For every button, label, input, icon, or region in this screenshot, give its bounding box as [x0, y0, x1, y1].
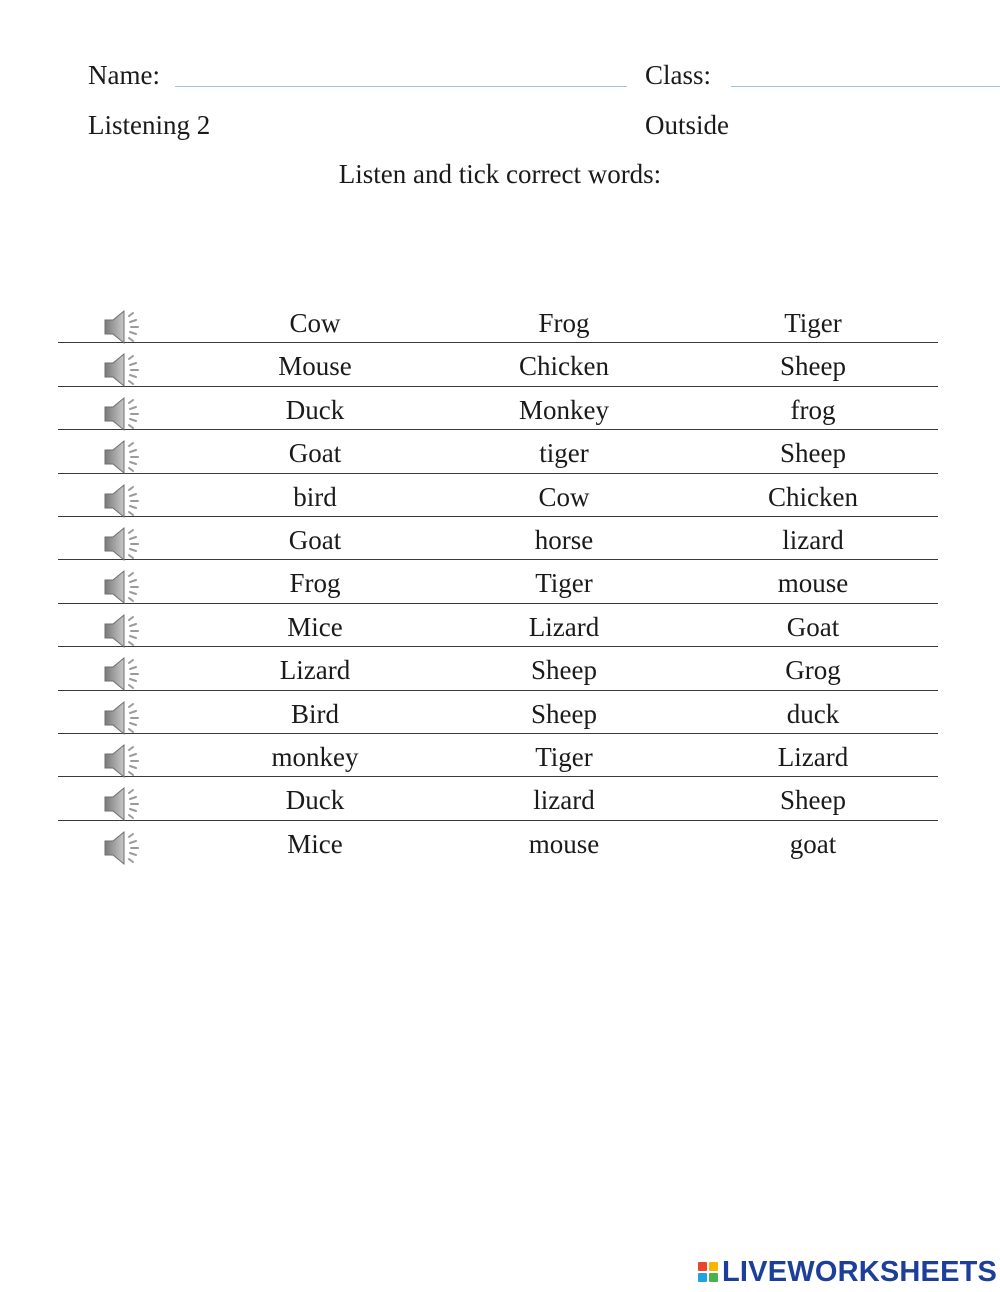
table-row	[58, 430, 938, 473]
word-option[interactable]: Mice	[287, 828, 343, 859]
word-option[interactable]: goat	[789, 828, 837, 859]
speaker-icon[interactable]	[102, 307, 144, 347]
speaker-icon[interactable]	[102, 611, 144, 651]
word-option[interactable]: Lizard	[279, 655, 351, 686]
word-option[interactable]: Duck	[285, 394, 345, 425]
word-option[interactable]: bird	[293, 481, 337, 512]
table-row	[58, 474, 938, 517]
logo-text: LIVEWORKSHEETS	[722, 1256, 998, 1288]
table-row	[58, 517, 938, 560]
table-row	[58, 387, 938, 430]
table-row	[58, 560, 938, 603]
word-option[interactable]: lizard	[533, 785, 595, 816]
word-option[interactable]: Monkey	[519, 394, 609, 425]
logo-square-e	[709, 1273, 718, 1282]
worksheet-topic: Outside	[645, 110, 729, 140]
word-option[interactable]: horse	[534, 524, 594, 555]
word-option[interactable]: Sheep	[780, 351, 846, 382]
word-option[interactable]: Frog	[538, 308, 590, 338]
speaker-icon[interactable]	[102, 567, 144, 607]
word-option[interactable]: Sheep	[780, 438, 846, 469]
word-option[interactable]: Mouse	[278, 351, 352, 382]
word-option[interactable]: Goat	[786, 611, 840, 642]
speaker-icon[interactable]	[102, 784, 144, 824]
liveworksheets-logo	[698, 1252, 997, 1292]
speaker-icon[interactable]	[102, 350, 144, 390]
speaker-icon[interactable]	[102, 481, 144, 521]
speaker-icon[interactable]	[102, 654, 144, 694]
speaker-icon[interactable]	[102, 698, 144, 738]
speaker-icon[interactable]	[102, 828, 144, 868]
liveworksheets-logo-icon	[698, 1262, 718, 1282]
speaker-icon[interactable]	[102, 394, 144, 434]
table-row	[58, 777, 938, 820]
word-option[interactable]: Lizard	[528, 611, 600, 642]
word-option[interactable]: Tiger	[535, 568, 593, 599]
table-row	[58, 300, 938, 343]
word-option[interactable]: Tiger	[535, 741, 593, 772]
logo-square-i	[709, 1262, 718, 1271]
word-table	[58, 300, 938, 863]
name-field[interactable]	[175, 86, 627, 87]
word-option[interactable]: Mice	[287, 611, 343, 642]
word-option[interactable]: mouse	[777, 568, 849, 599]
word-option[interactable]: frog	[790, 394, 836, 425]
word-option[interactable]: Tiger	[784, 308, 842, 338]
speaker-icon[interactable]	[102, 437, 144, 477]
speaker-icon[interactable]	[102, 524, 144, 564]
word-option[interactable]: Cow	[289, 308, 341, 338]
word-option[interactable]: Bird	[290, 698, 339, 729]
word-option[interactable]: Cow	[538, 481, 590, 512]
word-option[interactable]: Chicken	[519, 351, 609, 382]
word-option[interactable]: Sheep	[531, 655, 597, 686]
table-row	[58, 734, 938, 777]
word-option[interactable]: Sheep	[531, 698, 597, 729]
word-option[interactable]: Goat	[288, 438, 342, 469]
speaker-icon[interactable]	[102, 741, 144, 781]
table-row	[58, 343, 938, 386]
table-row	[58, 604, 938, 647]
word-option[interactable]: Duck	[285, 785, 345, 816]
word-option[interactable]: Sheep	[780, 785, 846, 816]
word-option[interactable]: tiger	[539, 438, 589, 469]
table-row	[58, 647, 938, 690]
logo-square-v	[698, 1273, 707, 1282]
table-row	[58, 821, 938, 863]
word-option[interactable]: mouse	[528, 828, 600, 859]
table-row	[58, 691, 938, 734]
word-option[interactable]: monkey	[271, 741, 359, 772]
class-field[interactable]	[731, 86, 1000, 87]
worksheet-title: Listening 2	[88, 110, 211, 140]
instruction-text: Listen and tick correct words:	[338, 159, 662, 189]
word-option[interactable]: Goat	[288, 524, 342, 555]
word-option[interactable]: lizard	[782, 524, 844, 555]
name-label: Name:	[88, 60, 160, 90]
word-option[interactable]: Grog	[785, 655, 841, 686]
word-option[interactable]: duck	[786, 698, 840, 729]
logo-square-l	[698, 1262, 707, 1271]
word-option[interactable]: Chicken	[768, 481, 858, 512]
word-option[interactable]: Lizard	[777, 741, 849, 772]
word-option[interactable]: Frog	[289, 568, 341, 599]
class-label: Class:	[645, 60, 712, 90]
